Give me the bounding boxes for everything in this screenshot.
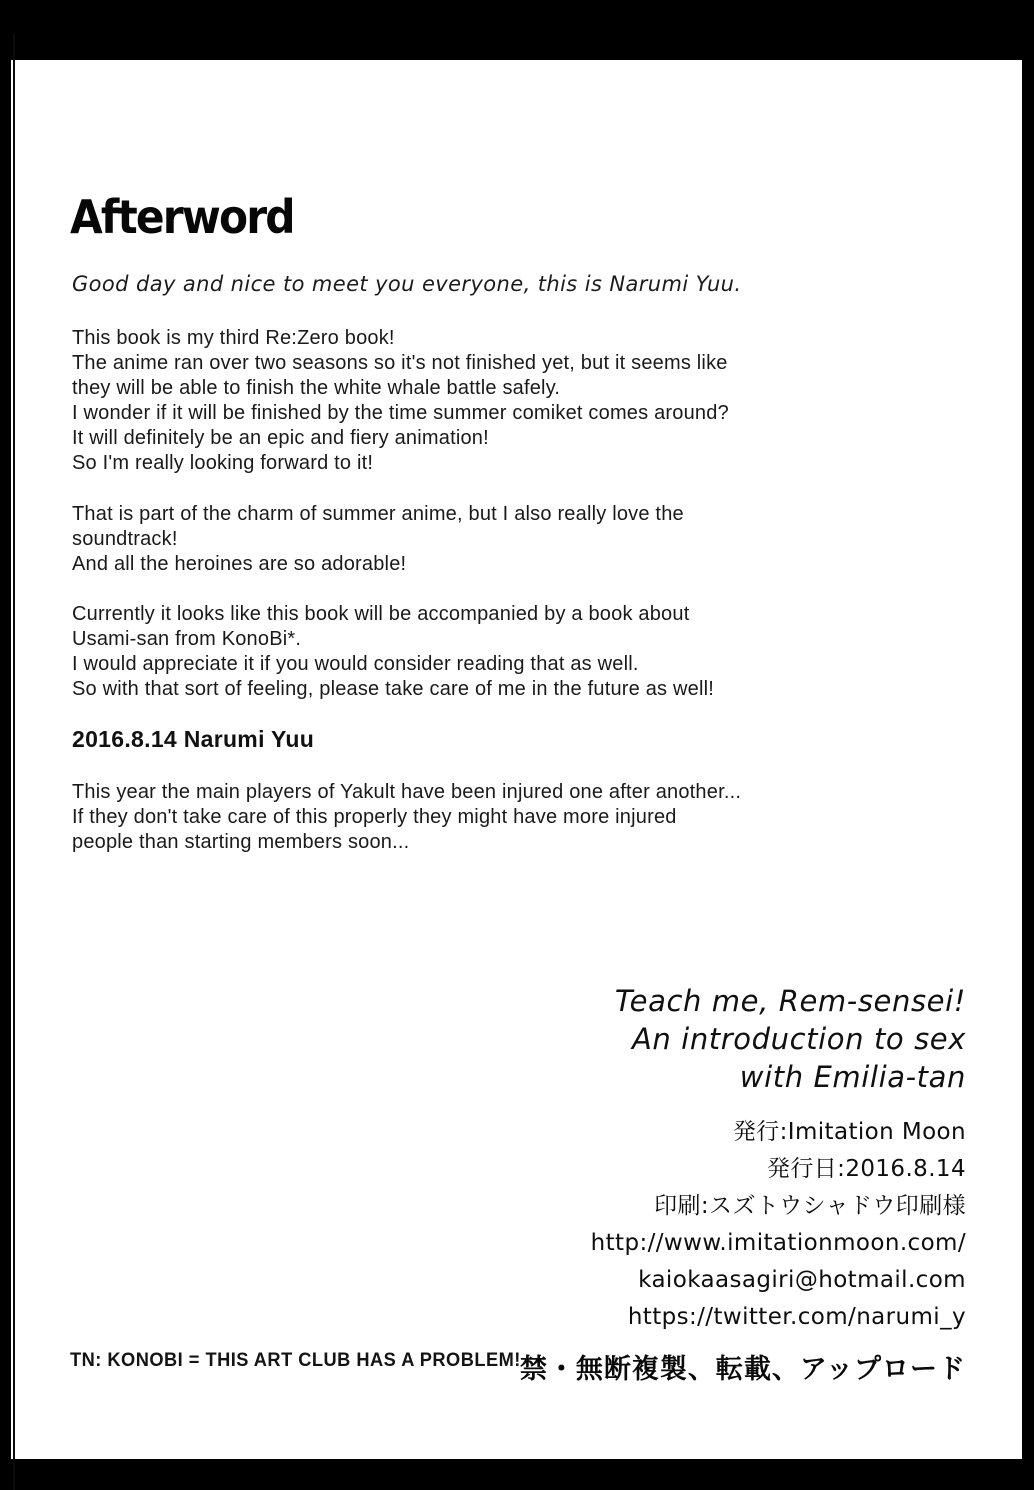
left-margin-rule [13, 34, 15, 1490]
paragraph-next-book [72, 602, 972, 702]
publisher-line: 発行:Imitation Moon [732, 1119, 966, 1145]
book-title-line: with Emilia-tan [739, 1060, 966, 1094]
text-line: This year the main players of Yakult have been injured one after another... [72, 781, 742, 803]
scan-border-bottom [0, 1459, 1034, 1490]
website-url: http://www.imitationmoon.com/ [590, 1230, 966, 1256]
book-title-line: An introduction to sex [631, 1022, 966, 1056]
text-line: And all the heroines are so adorable! [72, 553, 407, 575]
text-line: That is part of the charm of summer anime, but I also really love the [72, 503, 684, 525]
paragraph-charm [72, 502, 972, 577]
text-line: The anime ran over two seasons so it's not finished yet, but it seems like [72, 352, 728, 374]
paragraph-anime [72, 326, 972, 476]
author-signature: 2016.8.14 Narumi Yuu [72, 726, 315, 752]
prohibition-notice: 禁・無断複製、転載、アップロード [519, 1354, 966, 1385]
text-line: I wonder if it will be finished by the time summer comiket comes around? [72, 402, 729, 424]
text-line: So I'm really looking forward to it! [72, 452, 374, 474]
text-line: This book is my third Re:Zero book! [72, 327, 395, 349]
text-line: So with that sort of feeling, please take care of me in the future as well! [72, 678, 715, 700]
book-title-line: Teach me, Rem-sensei! [614, 984, 966, 1018]
book-title-block [615, 982, 966, 1096]
text-line: If they don't take care of this properly they might have more injured [72, 806, 677, 828]
translator-note: TN: KONOBI = THIS ART CLUB HAS A PROBLEM! [70, 1350, 521, 1371]
twitter-url: https://twitter.com/narumi_y [627, 1304, 966, 1330]
scan-border-left [0, 0, 11, 1490]
text-line: It will definitely be an epic and fiery animation! [72, 427, 489, 449]
printer-line: 印刷:スズトウシャドウ印刷様 [654, 1193, 966, 1219]
publish-date-line: 発行日:2016.8.14 [766, 1156, 966, 1182]
text-line: I would appreciate it if you would consider reading that as well. [72, 653, 639, 675]
text-line: soundtrack! [72, 528, 178, 550]
colophon-block [591, 1114, 966, 1336]
greeting-line: Good day and nice to meet you everyone, this is Narumi Yuu. [72, 272, 742, 296]
scan-border-top [0, 0, 1034, 60]
paragraph-yakult [72, 780, 972, 855]
contact-email: kaiokaasagiri@hotmail.com [638, 1267, 966, 1293]
scan-border-right [1022, 0, 1034, 1490]
text-line: they will be able to finish the white whale battle safely. [72, 377, 561, 399]
text-line: Usami-san from KonoBi*. [72, 628, 302, 650]
page-title: Afterword [70, 190, 294, 244]
text-line: people than starting members soon... [72, 831, 410, 853]
text-line: Currently it looks like this book will be accompanied by a book about [72, 603, 690, 625]
